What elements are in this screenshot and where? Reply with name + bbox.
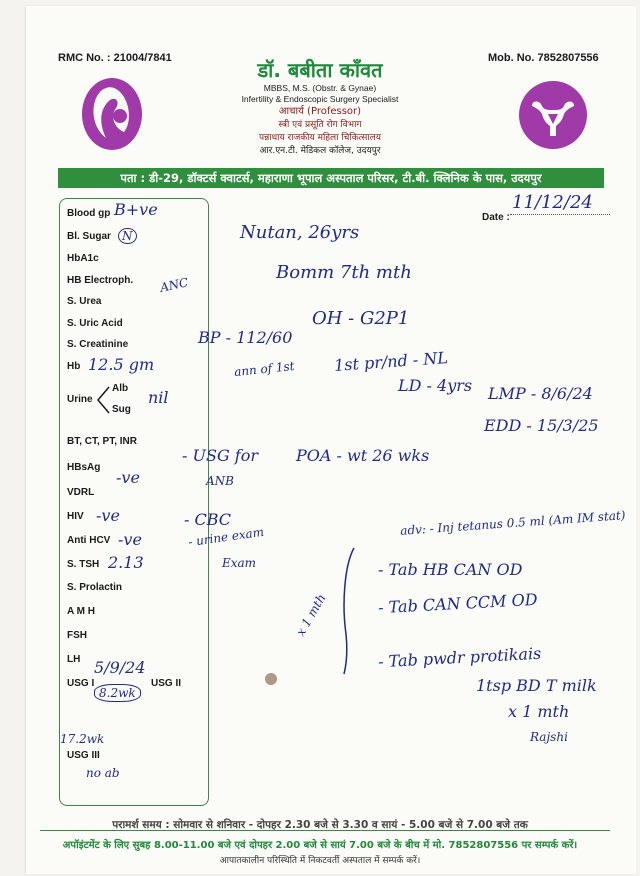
hw-first-preg: 1st pr/nd - NL: [333, 348, 449, 375]
label-s-urea: S. Urea: [67, 296, 102, 307]
label-s-tsh: S. TSH: [67, 559, 100, 570]
hw-urine-exam: - urine exam: [187, 524, 265, 550]
label-hba1c: HbA1c: [67, 253, 99, 264]
hw-hbsag-vdrl: -ve: [116, 468, 140, 487]
hw-ld: LD - 4yrs: [398, 376, 473, 395]
label-s-creatinine: S. Creatinine: [67, 339, 129, 350]
label-fsh: FSH: [67, 630, 87, 641]
label-s-uric-acid: S. Uric Acid: [67, 318, 123, 329]
label-hb-electroph: HB Electroph.: [67, 275, 134, 286]
hw-exam: Exam: [222, 556, 257, 570]
hw-anti-hcv: -ve: [118, 530, 142, 549]
rx-bracket-icon: [338, 546, 358, 676]
doctor-degrees: MBBS, M.S. (Obstr. & Gynae): [263, 83, 377, 93]
hw-hiv: -ve: [96, 506, 120, 525]
label-hiv: HIV: [67, 511, 84, 522]
hw-margin-note: ANC: [158, 275, 190, 295]
mobile-number: Mob. No. 7852807556: [488, 52, 599, 64]
label-usg2: USG II: [151, 678, 182, 689]
hw-rx1: - Tab HB CAN OD: [378, 560, 523, 579]
hw-visit: Bomm 7th mth: [276, 262, 412, 283]
hw-blood-group: B+ve: [114, 200, 158, 219]
label-bt-ct-pt-inr: BT, CT, PT, INR: [67, 436, 138, 447]
hw-patient-name: Nutan, 26yrs: [240, 222, 360, 243]
label-hb: Hb: [67, 361, 81, 372]
label-urine: Urine: [67, 394, 93, 405]
clinic-address: पता : डी-29, डॉक्टर्स क्वाटर्स, महाराणा भूपाल अस्पताल परिसर, टी.बी. क्लिनिक के पास, उदयपुर: [58, 168, 604, 188]
label-s-prolactin: S. Prolactin: [67, 582, 123, 593]
label-vdrl: VDRL: [67, 487, 95, 498]
label-anti-hcv: Anti HCV: [67, 535, 111, 546]
hw-usg3-note2: no ab: [86, 766, 120, 780]
uterus-icon: [518, 80, 588, 150]
hw-usg1-note: 8.2wk: [94, 684, 141, 702]
emergency-note: आपातकालीन परिस्थिति में निकटवर्ती अस्पताल में सम्पर्क करें।: [219, 856, 421, 866]
hw-poa: POA - wt 26 wks: [296, 446, 430, 465]
college: आर.एन.टी. मेडिकल कॉलेज, उदयपुर: [259, 146, 381, 156]
date-value: 11/12/24: [512, 192, 593, 213]
hw-rx3b: 1tsp BD T milk: [476, 676, 597, 695]
rmc-number: RMC No. : 21004/7841: [58, 52, 172, 64]
urine-bracket-icon: [96, 385, 110, 415]
label-sug: Sug: [112, 404, 131, 415]
hw-hb: 12.5 gm: [88, 355, 155, 374]
hw-obstetric: OH - G2P1: [312, 308, 410, 329]
hw-advice: adv: - Inj tetanus 0.5 ml (Am IM stat): [399, 508, 626, 538]
label-lh: LH: [67, 654, 81, 665]
date-line: [510, 214, 610, 215]
hw-urine: nil: [148, 388, 169, 407]
hw-usg-advice2: ANB: [206, 474, 234, 488]
hw-edd: EDD - 15/3/25: [484, 416, 599, 435]
ink-smudge: [265, 673, 277, 685]
label-amh: A M H: [67, 606, 95, 617]
hw-usg-advice: - USG for: [182, 446, 259, 465]
hw-rx3c: x 1 mth: [508, 702, 570, 721]
hw-rx2: - Tab CAN CCM OD: [377, 589, 538, 618]
label-blood-group: Blood gp: [67, 208, 111, 219]
hw-usg3-note: 17.2wk: [60, 732, 105, 746]
footer-divider: [40, 830, 610, 831]
hw-rx-duration: x 1 mth: [293, 591, 329, 639]
hw-lmp: LMP - 8/6/24: [488, 384, 593, 403]
department: स्त्री एवं प्रसूति रोग विभाग: [278, 120, 362, 130]
date-label: Date :: [482, 212, 510, 223]
hw-tsh: 2.13: [108, 553, 144, 572]
doctor-designation: आचार्य (Professor): [278, 106, 362, 117]
hw-rx3: - Tab pwdr protikais: [377, 643, 542, 672]
consultation-timing: परामर्श समय : सोमवार से शनिवार - दोपहर 2.30 बजे से 3.30 व सायं - 5.00 बजे से 7.00 बजे तक: [112, 819, 528, 831]
label-usg3: USG III: [67, 750, 100, 761]
appointment-info: अपॉइंटमेंट के लिए सुबह 8.00-11.00 बजे एवं दोपहर 2.00 बजे से सायं 7.00 बजे के बीच में मो. 7852807556 पर सम्पर्क करें।: [62, 840, 578, 851]
hw-bp-note: ann of 1st: [233, 358, 296, 380]
hw-usg1-date: 5/9/24: [94, 658, 146, 677]
hw-cbc: - CBC: [184, 510, 232, 529]
doctor-name: डॉ. बबीता काँवत: [257, 58, 383, 82]
label-usg1: USG I: [67, 678, 95, 689]
doctor-specialty: Infertility & Endoscopic Surgery Specialist: [241, 94, 399, 104]
label-alb: Alb: [112, 383, 129, 394]
label-hbsag: HBsAg: [67, 462, 101, 473]
hw-bl-sugar: N: [118, 228, 137, 244]
hw-signature: Rajshi: [530, 730, 568, 744]
label-bl-sugar: Bl. Sugar: [67, 231, 111, 242]
hw-bp: BP - 112/60: [198, 328, 293, 347]
hospital: पन्नाधाय राजकीय महिला चिकित्सालय: [259, 133, 381, 143]
